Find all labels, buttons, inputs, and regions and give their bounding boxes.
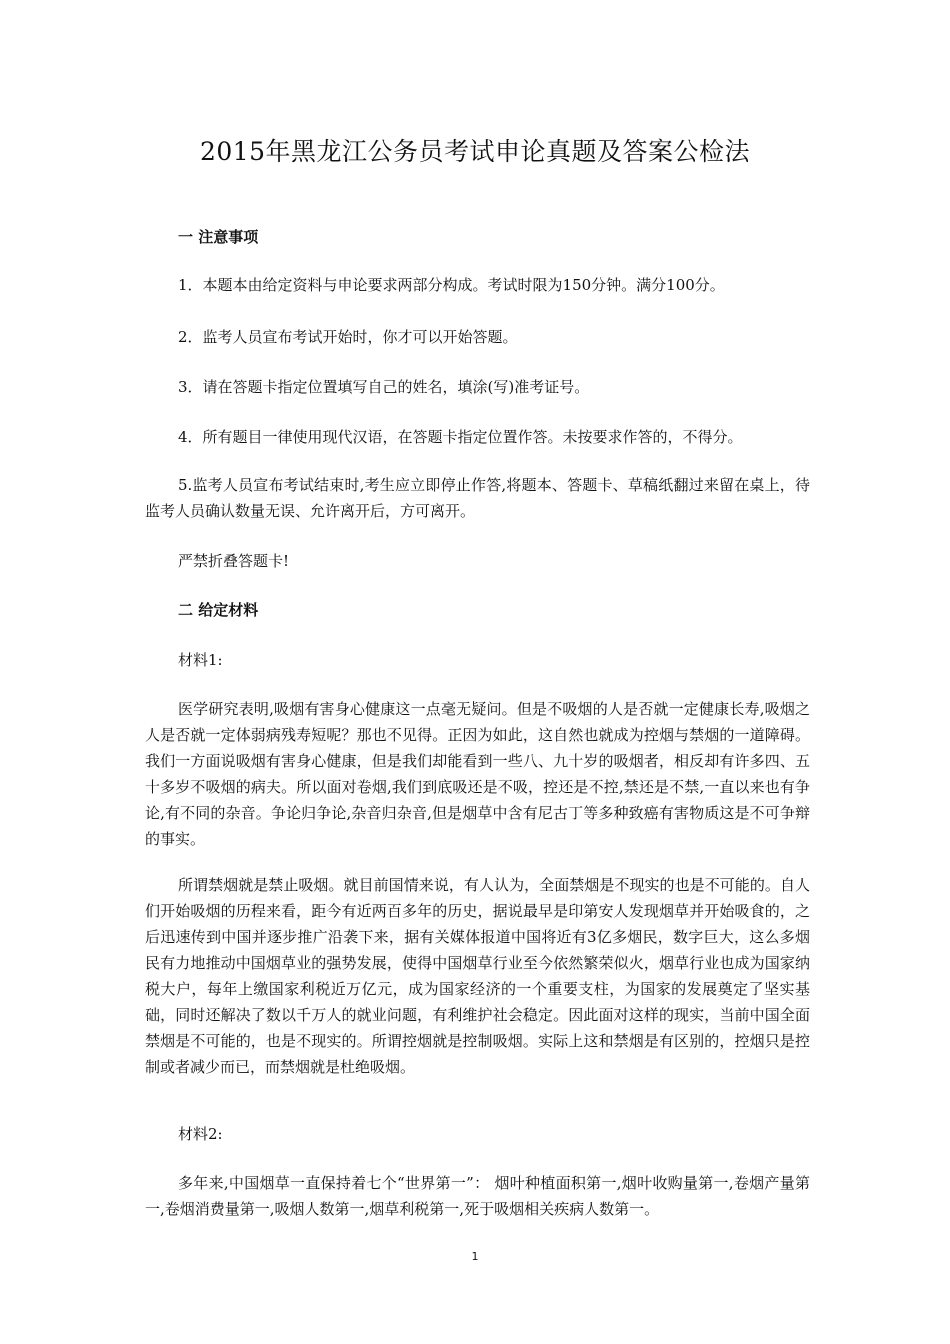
document-title: 2015年黑龙江公务员考试申论真题及答案公检法 — [199, 137, 751, 166]
page-number: 1 — [471, 1250, 479, 1263]
material-2-paragraph-1: 多年来,中国烟草一直保持着七个“世界第一”： 烟叶种植面积第一,烟叶收购量第一,卷烟产量第一,卷烟消费量第一,吸烟人数第一,烟草利税第一,死于吸烟相关疾病人数第一。 — [145, 1174, 810, 1218]
notice-item-1: 1．本题本由给定资料与申论要求两部分构成。考试时限为150分钟。满分100分。 — [178, 276, 725, 294]
material-1-paragraph-1: 医学研究表明,吸烟有害身心健康这一点毫无疑问。但是不吸烟的人是否就一定健康长寿,吸烟之人是否就一定体弱病残寿短呢？那也不见得。正因为如此，这自然也就成为控烟与禁烟的一道障碍。我们一方面说吸烟有害身心健康，但是我们却能看到一些八、九十岁的吸烟者，相反却有许多四、五十多岁不吸烟的病夫。所以面对卷烟,我们到底吸还是不吸，控还是不控,禁还是不禁,一直以来也有争论,有不同的杂音。争论归争论,杂音归杂音,但是烟草中含有尼古丁等多种致癌有害物质这是不可争辩的事实。 — [145, 700, 810, 848]
notice-item-5: 5.监考人员宣布考试结束时,考生应立即停止作答,将题本、答题卡、草稿纸翻过来留在桌上，待监考人员确认数量无误、允许离开后，方可离开。 — [145, 476, 810, 520]
section-heading-materials: 二 给定材料 — [178, 601, 259, 619]
material-2-label: 材料2: — [178, 1125, 223, 1143]
material-1-paragraph-2: 所谓禁烟就是禁止吸烟。就目前国情来说，有人认为，全面禁烟是不现实的也是不可能的。自人们开始吸烟的历程来看，距今有近两百多年的历史，据说最早是印第安人发现烟草并开始吸食的，之后迅速传到中国并逐步推广沿袭下来，据有关媒体报道中国将近有3亿多烟民，数字巨大，这么多烟民有力地推动中国烟草业的强势发展，使得中国烟草行业至今依然繁荣似火，烟草行业也成为国家纳税大户，每年上缴国家利税近万亿元，成为国家经济的一个重要支柱，为国家的发展奠定了坚实基础，同时还解决了数以千万人的就业问题，有利维护社会稳定。因此面对这样的现实，当前中国全面禁烟是不可能的，也是不现实的。所谓控烟就是控制吸烟。实际上这和禁烟是有区别的，控烟只是控制或者减少而已，而禁烟就是杜绝吸烟。 — [145, 876, 810, 1076]
notice-item-4: 4．所有题目一律使用现代汉语，在答题卡指定位置作答。未按要求作答的，不得分。 — [178, 428, 743, 446]
material-1-label: 材料1: — [178, 651, 223, 669]
section-heading-notes: 一 注意事项 — [178, 228, 259, 246]
notice-item-2: 2．监考人员宣布考试开始时，你才可以开始答题。 — [178, 328, 518, 346]
notice-warning: 严禁折叠答题卡! — [178, 552, 290, 570]
notice-item-3: 3．请在答题卡指定位置填写自己的姓名，填涂(写)准考证号。 — [178, 378, 590, 396]
